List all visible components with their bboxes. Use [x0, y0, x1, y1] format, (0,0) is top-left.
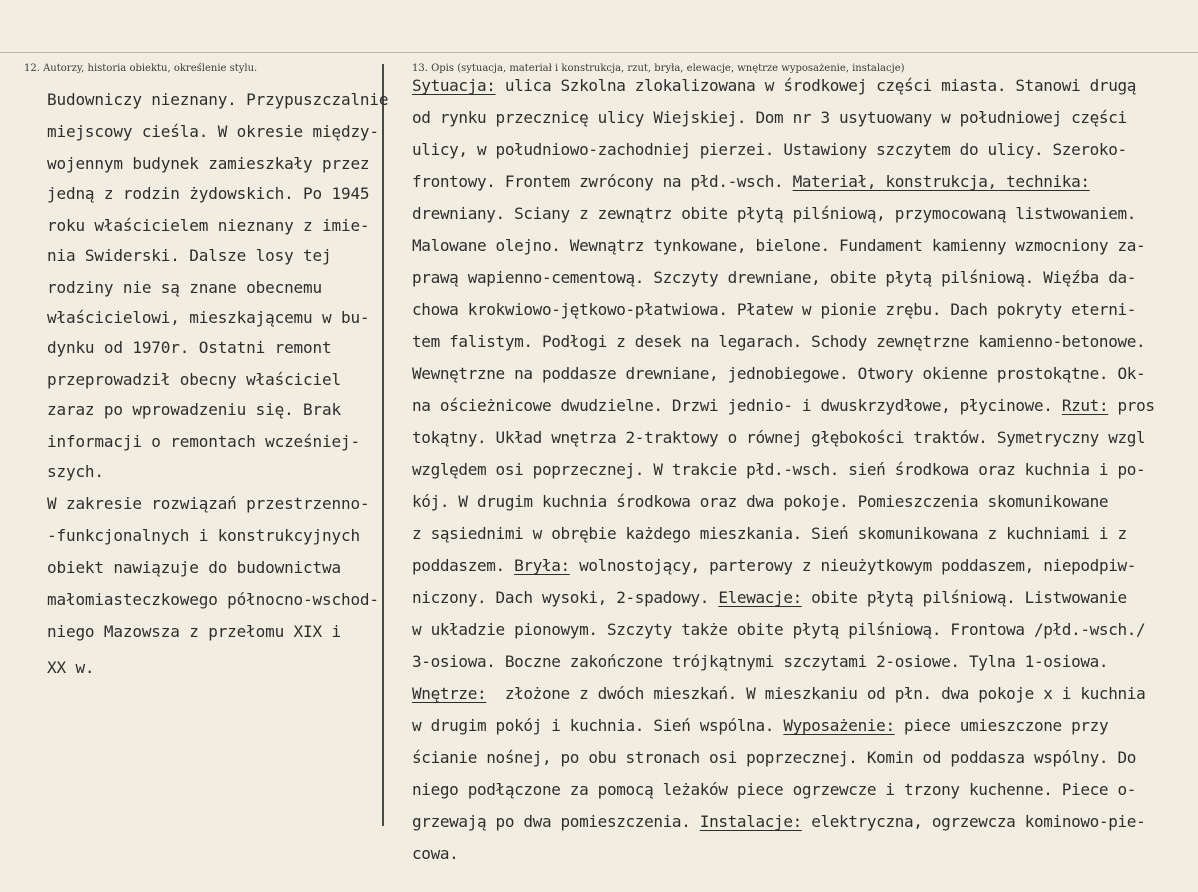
text-run: prawą wapienno-cementową. Szczyty drewniane, obite płytą pilśniową. Więźba da- — [412, 268, 1137, 287]
text-line — [412, 558, 1136, 574]
text-line — [412, 750, 1136, 766]
text-run: frontowy. Frontem zwrócony na płd.-wsch. — [412, 172, 793, 191]
text-line: wojennym budynek zamieszkały przez — [47, 154, 370, 173]
text-run: obite płytą pilśniową. Listwowanie — [801, 588, 1127, 607]
text-run: Malowane olejno. Wewnątrz tynkowane, bielone. Fundament kamienny wzmocniony za- — [412, 236, 1146, 255]
text-line: informacji o remontach wcześniej- — [47, 432, 360, 451]
text-line: dynku od 1970r. Ostatni remont — [47, 338, 332, 357]
text-line — [412, 430, 1145, 446]
text-line — [412, 142, 1127, 158]
text-line: rodziny nie są znane obecnemu — [47, 278, 323, 297]
text-line — [412, 334, 1145, 350]
text-line — [412, 622, 1145, 638]
text-run: niczony. Dach wysoki, 2-spadowy. — [412, 588, 719, 607]
text-line: XX w. — [47, 658, 95, 677]
section-heading: Bryła: — [514, 556, 570, 575]
text-line: obiekt nawiązuje do budownictwa — [47, 558, 341, 577]
text-run: od rynku przecznicę ulicy Wiejskiej. Dom nr 3 usytuowany w południowej części — [412, 108, 1127, 127]
top-rule — [0, 52, 1198, 53]
text-line: niego Mazowsza z przełomu XIX i — [47, 622, 341, 641]
section-13-label: 13. Opis (sytuacja, materiał i konstrukcja, rzut, bryła, elewacje, wnętrze wyposażenie, instalacje) — [412, 63, 905, 74]
text-run: względem osi poprzecznej. W trakcie płd.-wsch. sień środkowa oraz kuchnia i po- — [412, 460, 1146, 479]
text-run: ścianie nośnej, po obu stronach osi poprzecznej. Komin od poddasza wspólny. Do — [412, 748, 1137, 767]
text-line — [412, 110, 1127, 126]
text-line: roku właścicielem nieznany z imie- — [47, 216, 370, 235]
text-run: chowa krokwiowo-jętkowo-płatwiowa. Płatew w pionie zrębu. Dach pokryty eterni- — [412, 300, 1137, 319]
text-run: złożone z dwóch mieszkań. W mieszkaniu od płn. dwa pokoje x i kuchnia — [486, 684, 1146, 703]
text-run: ulicy, w południowo-zachodniej pierzei. Ustawiony szczytem do ulicy. Szeroko- — [412, 140, 1127, 159]
text-run: niego podłączone za pomocą leżaków piece ogrzewcze i trzony kuchenne. Piece o- — [412, 780, 1137, 799]
text-run: w drugim pokój i kuchnia. Sień wspólna. — [412, 716, 784, 735]
text-run: poddaszem. — [412, 556, 515, 575]
section-heading: Instalacje: — [699, 812, 802, 831]
text-run: na ościeżnicowe dwudzielne. Drzwi jednio- i dwuskrzydłowe, płycinowe. — [412, 396, 1062, 415]
text-line: nia Swiderski. Dalsze losy tej — [47, 246, 332, 265]
text-line: właścicielowi, mieszkającemu w bu- — [47, 308, 370, 327]
text-run: Wewnętrzne na poddasze drewniane, jednobiegowe. Otwory okienne prostokątne. Ok- — [412, 364, 1146, 383]
column-divider — [382, 64, 384, 826]
text-run: 3-osiowa. Boczne zakończone trójkątnymi szczytami 2-osiowe. Tylna 1-osiowa. — [412, 652, 1109, 671]
text-line — [412, 302, 1136, 318]
text-line: szych. — [47, 462, 104, 481]
text-line — [412, 206, 1136, 222]
text-line — [412, 846, 458, 862]
text-run: tokątny. Układ wnętrza 2-traktowy o równej głębokości traktów. Symetryczny wzgl — [412, 428, 1146, 447]
text-line — [412, 686, 1145, 702]
text-run: cowa. — [412, 844, 459, 863]
text-line — [412, 462, 1145, 478]
section-heading: Wnętrze: — [412, 684, 487, 703]
text-line — [412, 590, 1127, 606]
section-heading: Materiał, konstrukcja, technika: — [792, 172, 1090, 191]
text-run: kój. W drugim kuchnia środkowa oraz dwa pokoje. Pomieszczenia skomunikowane — [412, 492, 1109, 511]
text-line: miejscowy cieśla. W okresie między- — [47, 122, 379, 141]
section-12-label: 12. Autorzy, historia obiektu, określenie stylu. — [24, 63, 258, 74]
text-line — [412, 526, 1127, 542]
text-line — [412, 238, 1145, 254]
text-line — [412, 78, 1136, 94]
text-line — [412, 814, 1145, 830]
section-heading: Elewacje: — [718, 588, 802, 607]
text-run: grzewają po dwa pomieszczenia. — [412, 812, 700, 831]
text-line: Budowniczy nieznany. Przypuszczalnie — [47, 90, 389, 109]
text-line — [412, 398, 1155, 414]
text-run: tem falistym. Podłogi z desek na legarach. Schody zewnętrzne kamienno-betonowe. — [412, 332, 1146, 351]
section-heading: Wyposażenie: — [783, 716, 895, 735]
text-run: wolnostojący, parterowy z nieużytkowym poddaszem, niepodpiw- — [569, 556, 1137, 575]
text-line: W zakresie rozwiązań przestrzenno- — [47, 494, 370, 513]
text-line: -funkcjonalnych i konstrukcyjnych — [47, 526, 360, 545]
text-line — [412, 718, 1108, 734]
section-heading: Rzut: — [1061, 396, 1109, 415]
text-run: piece umieszczone przy — [894, 716, 1109, 735]
text-run: z sąsiednimi w obrębie każdego mieszkania. Sień skomunikowana z kuchniami i z — [412, 524, 1127, 543]
text-line — [412, 366, 1145, 382]
text-line — [412, 494, 1108, 510]
text-run: drewniany. Sciany z zewnątrz obite płytą pilśniową, przymocowaną listwowaniem. — [412, 204, 1137, 223]
text-line — [412, 174, 1090, 190]
text-run: pros — [1108, 396, 1155, 415]
text-line — [412, 654, 1108, 670]
text-line — [412, 782, 1136, 798]
section-heading: Sytuacja: — [412, 76, 496, 95]
text-line: jedną z rodzin żydowskich. Po 1945 — [47, 184, 370, 203]
text-line: przeprowadził obecny właściciel — [47, 370, 341, 389]
text-run: elektryczna, ogrzewcza kominowo-pie- — [801, 812, 1146, 831]
text-line: małomiasteczkowego północno-wschod- — [47, 590, 379, 609]
text-run: w układzie pionowym. Szczyty także obite płytą pilśniową. Frontowa /płd.-wsch./ — [412, 620, 1146, 639]
text-line — [412, 270, 1136, 286]
text-line: zaraz po wprowadzeniu się. Brak — [47, 400, 341, 419]
text-run: ulica Szkolna zlokalizowana w środkowej części miasta. Stanowi drugą — [495, 76, 1137, 95]
